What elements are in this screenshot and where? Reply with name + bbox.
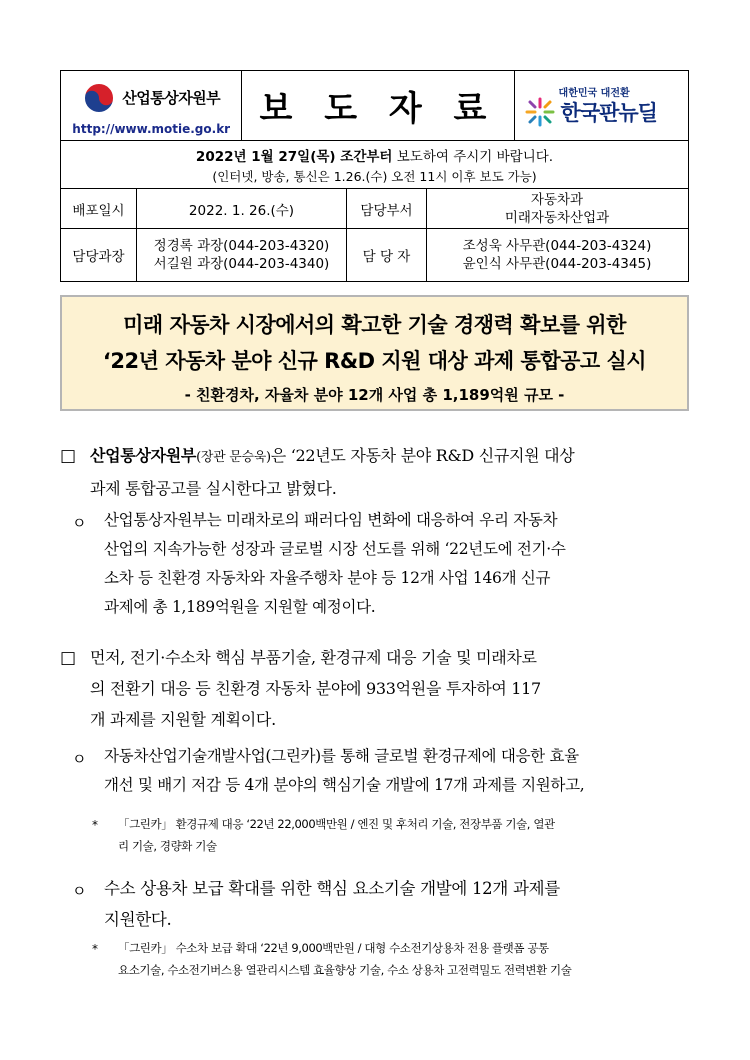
footnote-marker: *	[92, 942, 98, 956]
circle-bullet: ㅇ	[72, 882, 87, 900]
square-bullet: □	[60, 648, 77, 668]
release-info-row	[61, 189, 688, 229]
footnote-marker: *	[92, 818, 98, 832]
paragraph-1: 산업통상자원부(장관 문승욱)은 ‘22년도 자동차 분야 R&D 신규지원 대상 과제 통합공고를 실시한다고 밝혔다.	[90, 446, 575, 498]
manager-value: 정경록 과장(044-203-4320) 서길원 과장(044-203-4340)	[137, 229, 347, 281]
ministry-url-link[interactable]: http://www.motie.go.kr	[72, 121, 231, 136]
department-label: 담당부서	[347, 189, 427, 228]
manager-label: 담당과장	[61, 229, 137, 281]
department-value: 자동차과 미래자동차산업과	[504, 191, 610, 226]
contact-row	[61, 229, 688, 281]
headline-line-1: 미래 자동차 시장에서의 확고한 기술 경쟁력 확보를 위한	[123, 313, 626, 337]
newdeal-logo-cell	[515, 71, 688, 140]
newdeal-title: 한국판뉴딜	[560, 101, 657, 125]
paragraph-2: 먼저, 전기·수소차 핵심 부품기술, 환경규제 대응 기술 및 미래차로 의 전환기 대응 등 친환경 자동차 분야에 933억원을 투자하여 117 개 과제를 지원할 계획이다.	[90, 648, 541, 729]
embargo-row	[61, 141, 688, 189]
newdeal-burst-icon	[525, 97, 555, 127]
footnote-1: 「그린카」 환경규제 대응 ‘22년 22,000백만원 / 엔진 및 후처리 기술, 전장부품 기술, 열관 리 기술, 경량화 기술	[118, 817, 555, 853]
ministry-logo-cell	[61, 71, 242, 140]
sub-paragraph-1: 산업통상자원부는 미래차로의 패러다임 변화에 대응하여 우리 자동차 산업의 지속가능한 성장과 글로벌 시장 선도를 위해 ‘22년도에 전기·수 소차 등 친환경 자동차와 자율주행차 분야 등 12개 사업 146개 신규 과제에 총 1,189억원을 지원할 예정이다.	[104, 511, 566, 616]
square-bullet: □	[60, 446, 77, 466]
release-date-label: 배포일시	[61, 189, 137, 228]
officer-value: 조성욱 사무관(044-203-4324) 윤인식 사무관(044-203-4345)	[462, 238, 652, 272]
circle-bullet: ㅇ	[72, 514, 87, 532]
sub-paragraph-2: 자동차산업기술개발사업(그린카)를 통해 글로벌 환경규제에 대응한 효율 개선 및 배기 저감 등 4개 분야의 핵심기술 개발에 17개 과제를 지원하고,	[104, 747, 585, 794]
ministry-name: 산업통상자원부	[122, 89, 221, 107]
header-logo-row	[61, 71, 688, 141]
header-table	[60, 70, 689, 282]
document-title: 보 도 자 료	[242, 71, 514, 140]
release-date-value: 2022. 1. 26.(수)	[137, 189, 347, 228]
embargo-note: (인터넷, 방송, 통신은 1.26.(수) 오전 11시 이후 보도 가능)	[212, 168, 537, 184]
taegeuk-emblem-icon	[82, 81, 116, 115]
newdeal-subtitle: 대한민국 대전환	[558, 88, 630, 99]
embargo-text: 2022년 1월 27일(목) 조간부터 보도하여 주시기 바랍니다.	[195, 148, 554, 165]
headline-box	[60, 295, 689, 411]
officer-label: 담 당 자	[347, 229, 427, 281]
footnote-2: 「그린카」 수소차 보급 확대 ‘22년 9,000백만원 / 대형 수소전기상용차 전용 플랫폼 공통 요소기술, 수소전기버스용 열관리시스템 효율향상 기술, 수소 상용차 고전력밀도 전력변환 기술	[118, 941, 572, 977]
headline-subtitle: - 친환경차, 자율차 분야 12개 사업 총 1,189억원 규모 -	[184, 386, 565, 404]
headline-line-2: ‘22년 자동차 분야 신규 R&D 지원 대상 과제 통합공고 실시	[102, 349, 647, 373]
circle-bullet: ㅇ	[72, 750, 87, 768]
sub-paragraph-3: 수소 상용차 보급 확대를 위한 핵심 요소기술 개발에 12개 과제를 지원한다.	[104, 879, 560, 929]
